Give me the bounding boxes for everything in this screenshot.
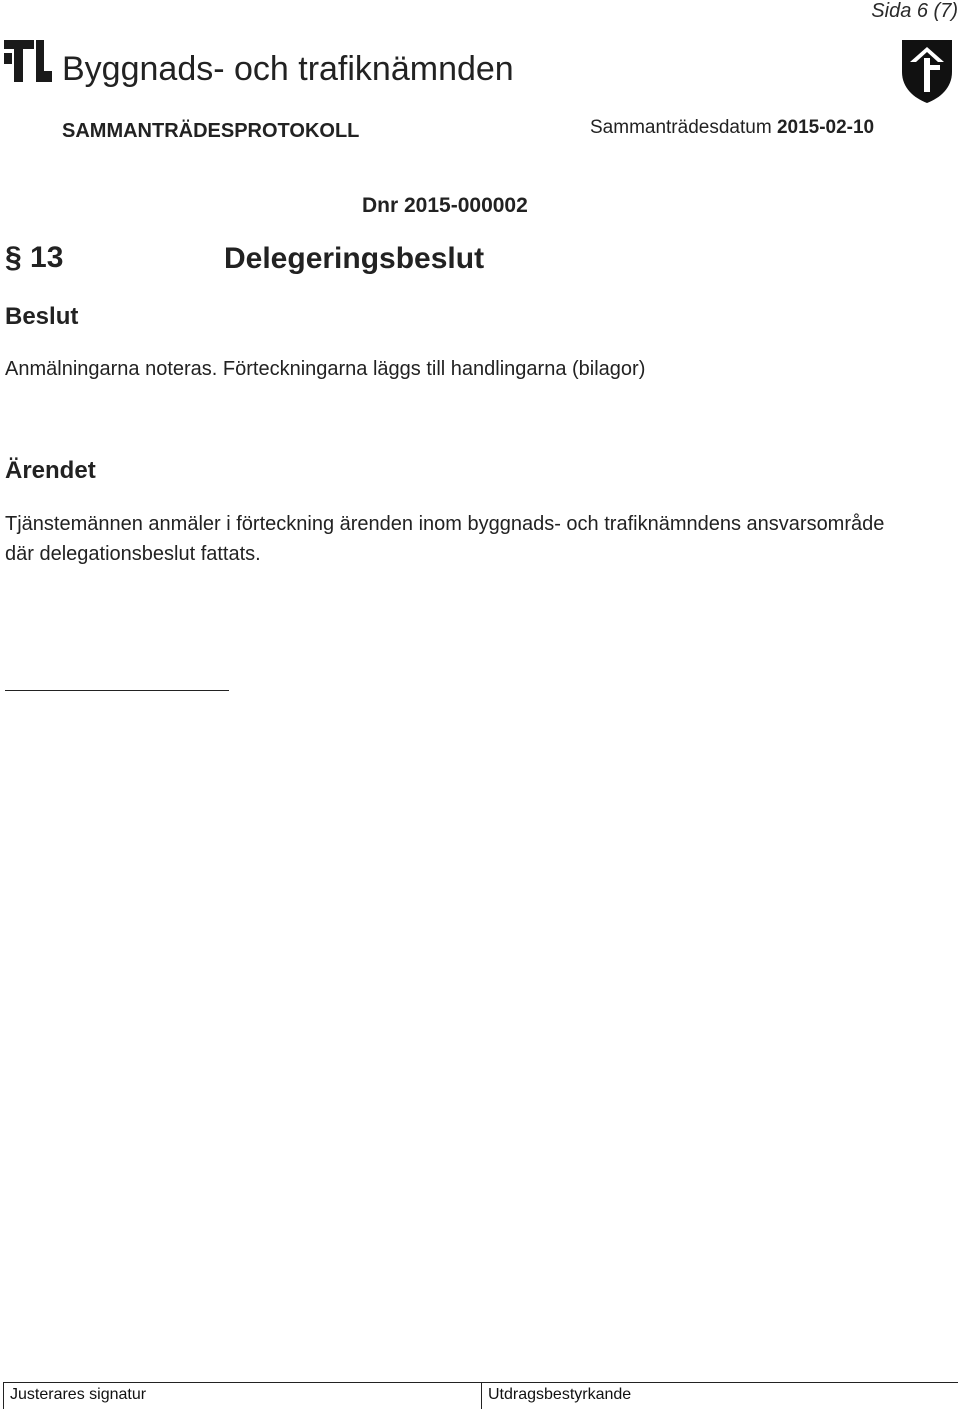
decision-heading: Beslut: [5, 303, 79, 330]
org-title: Byggnads- och trafiknämnden: [62, 50, 514, 88]
divider-line: [5, 690, 229, 691]
coat-of-arms-icon: [900, 38, 954, 104]
page-number: Sida 6 (7): [871, 0, 958, 22]
case-number: Dnr 2015-000002: [362, 194, 528, 217]
matter-text: Tjänstemännen anmäler i förteckning ärenden inom byggnads- och trafiknämndens ansvarsområde där delegationsbeslut fattats.: [5, 513, 885, 565]
section-number: § 13: [5, 241, 64, 274]
footer-cell-certification: Utdragsbestyrkande: [488, 1386, 632, 1403]
section-title: Delegeringsbeslut: [224, 242, 485, 275]
footer-cell-signature: Justerares signatur: [4, 1383, 482, 1409]
meeting-date: [590, 117, 874, 139]
document-type: SAMMANTRÄDESPROTOKOLL: [62, 120, 360, 142]
meeting-date-value: 2015-02-10: [776, 117, 875, 138]
meeting-date-label: Sammanträdesdatum: [590, 117, 772, 138]
tf-logo-icon: [4, 40, 52, 82]
matter-heading: Ärendet: [5, 457, 96, 484]
decision-text: Anmälningarna noteras. Förteckningarna läggs till handlingarna (bilagor): [5, 358, 646, 380]
footer-signature-table: [3, 1382, 958, 1409]
